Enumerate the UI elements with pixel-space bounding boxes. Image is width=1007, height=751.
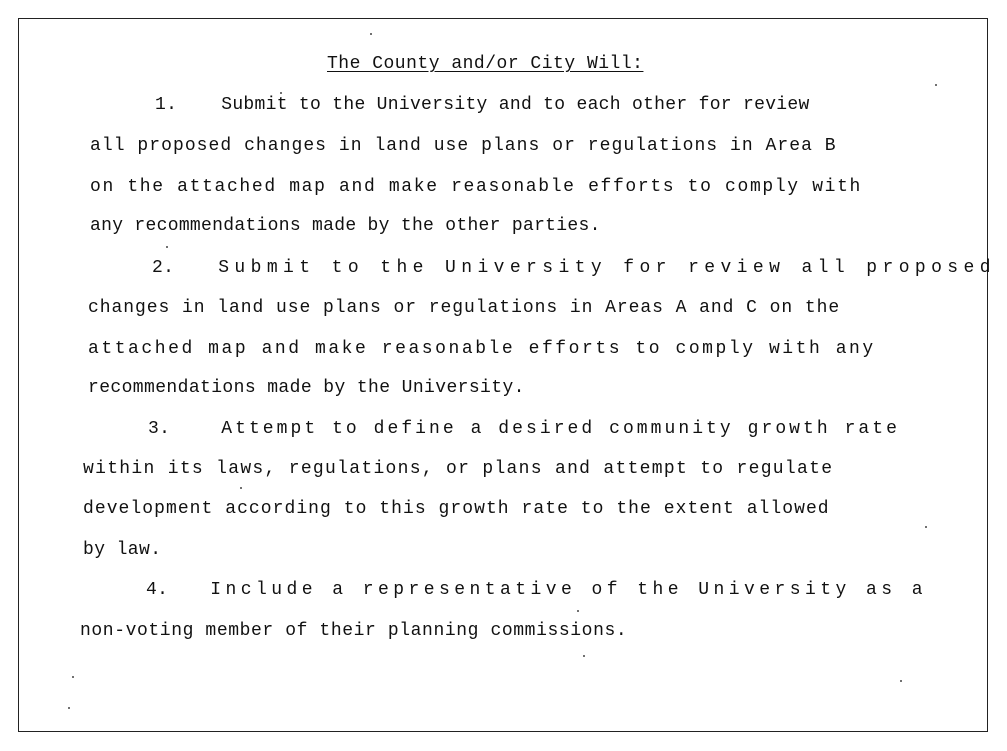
scan-speck [925, 526, 927, 528]
scan-speck [583, 655, 585, 657]
item-number: 3. [148, 419, 171, 439]
item-text-line: Submit to the University and to each other for review [221, 95, 810, 115]
scan-speck [900, 680, 902, 682]
item-3-line-4: by law. [83, 540, 162, 560]
item-4-first-line [146, 580, 928, 600]
scan-speck [370, 33, 372, 35]
document-title: The County and/or City Will: [327, 54, 644, 74]
scan-speck [935, 84, 937, 86]
item-1-first-line [155, 95, 907, 115]
scan-speck [577, 610, 579, 612]
item-number: 2. [152, 258, 175, 278]
scan-speck [68, 707, 70, 709]
scan-speck [166, 246, 168, 248]
scan-speck [72, 676, 74, 678]
item-1-line-3: on the attached map and make reasonable efforts to comply with [90, 177, 863, 197]
item-number: 1. [155, 95, 178, 115]
item-number: 4. [146, 580, 169, 600]
item-1-line-2: all proposed changes in land use plans or regulations in Area B [90, 136, 837, 156]
item-2-line-4: recommendations made by the University. [88, 378, 525, 398]
item-text-line: Attempt to define a desired community growth rate [221, 419, 900, 439]
item-3-line-2: within its laws, regulations, or plans and attempt to regulate [83, 459, 834, 479]
item-text-line: Submit to the University for review all proposed [218, 258, 996, 278]
scan-speck [240, 487, 242, 489]
item-3-first-line [148, 419, 900, 439]
item-4-line-2: non-voting member of their planning commissions. [80, 621, 628, 641]
item-2-first-line [152, 258, 996, 278]
item-text-line: Include a representative of the University as a [210, 580, 928, 600]
item-3-line-3: development according to this growth rate to the extent allowed [83, 499, 830, 519]
item-1-line-4: any recommendations made by the other parties. [90, 216, 601, 236]
item-2-line-2: changes in land use plans or regulations in Areas A and C on the [88, 298, 841, 318]
item-2-line-3: attached map and make reasonable efforts to comply with any [88, 339, 876, 359]
scan-speck [280, 92, 282, 94]
